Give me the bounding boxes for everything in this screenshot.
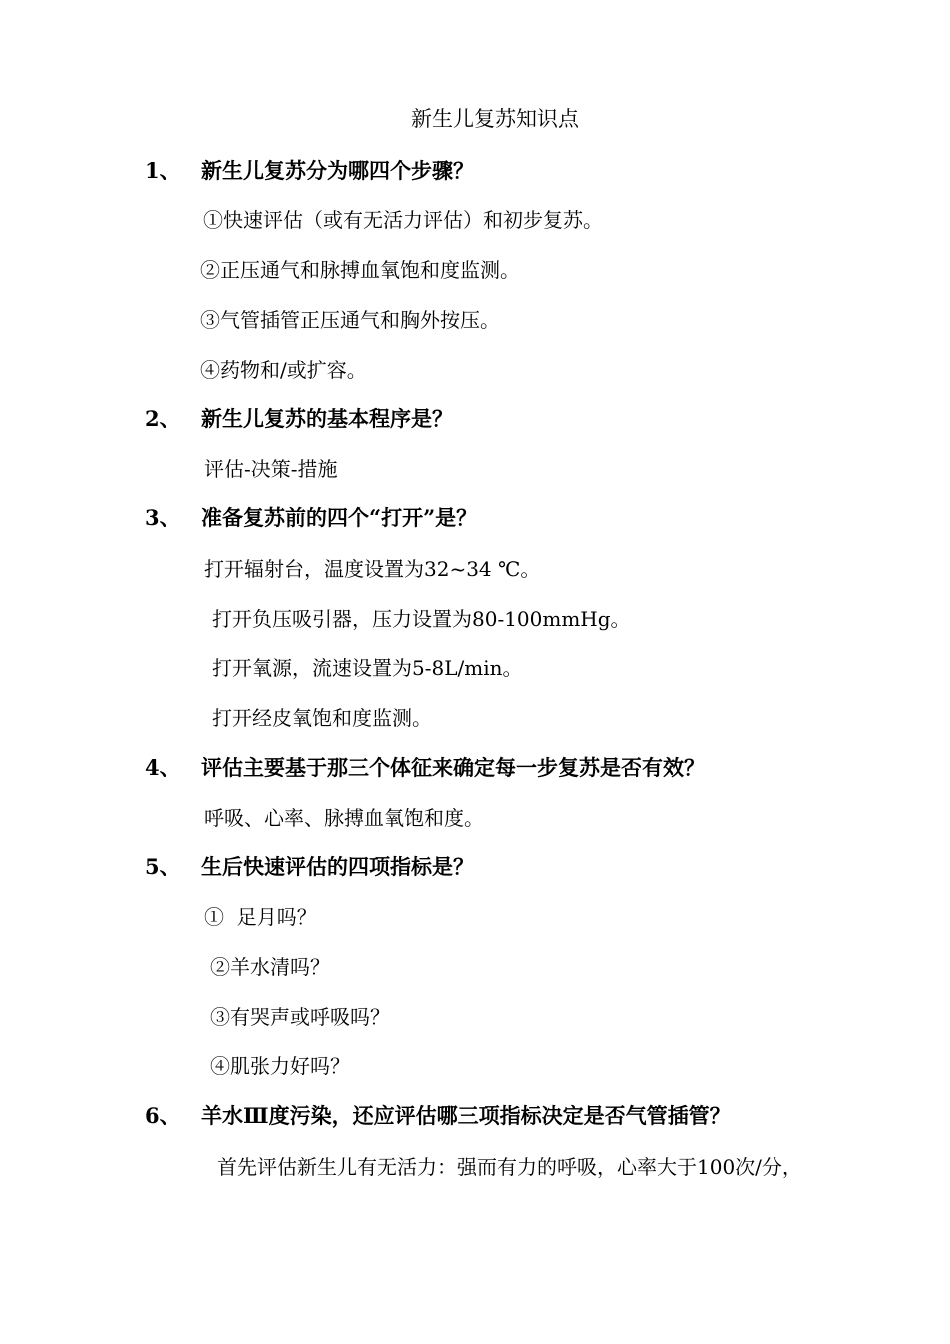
answer-5-3: ③有哭声或呼吸吗？ — [210, 1005, 390, 1029]
document-title: 新生儿复苏知识点 — [411, 107, 579, 131]
answer-5-1: ① 足月吗？ — [204, 905, 317, 929]
question-text: 羊水Ⅲ度污染，还应评估哪三项指标决定是否气管插管？ — [201, 1103, 731, 1128]
answer-6-1: 首先评估新生儿有无活力：强而有力的呼吸，心率大于100次/分， — [217, 1155, 802, 1179]
answer-5-4: ④肌张力好吗？ — [210, 1054, 350, 1078]
answer-4-1: 呼吸、心率、脉搏血氧饱和度。 — [204, 806, 484, 830]
answer-3-3: 打开氧源，流速设置为5-8L/min。 — [212, 656, 523, 680]
answer-1-2: ②正压通气和脉搏血氧饱和度监测。 — [200, 258, 520, 282]
answer-1-4: ④药物和/或扩容。 — [200, 358, 367, 382]
question-text: 新生儿复苏的基本程序是？ — [201, 406, 453, 431]
answer-3-4: 打开经皮氧饱和度监测。 — [212, 706, 432, 730]
question-1 — [145, 156, 474, 186]
question-number: 1、 — [145, 158, 181, 183]
question-3 — [145, 503, 477, 533]
question-4 — [145, 753, 705, 783]
question-text: 生后快速评估的四项指标是？ — [201, 854, 474, 879]
question-text: 新生儿复苏分为哪四个步骤？ — [201, 158, 474, 183]
answer-1-1: ①快速评估（或有无活力评估）和初步复苏。 — [203, 208, 603, 232]
answer-3-1: 打开辐射台，温度设置为32~34 ℃。 — [204, 557, 541, 581]
question-2 — [145, 404, 453, 434]
answer-2-1: 评估-决策-措施 — [204, 457, 338, 481]
question-number: 4、 — [145, 755, 181, 780]
question-number: 3、 — [145, 505, 181, 530]
answer-5-2: ②羊水清吗？ — [210, 955, 330, 979]
question-number: 5、 — [145, 854, 181, 879]
question-text: 评估主要基于那三个体征来确定每一步复苏是否有效？ — [201, 755, 705, 780]
question-number: 2、 — [145, 406, 181, 431]
question-number: 6、 — [145, 1103, 181, 1128]
question-5 — [145, 852, 474, 882]
answer-3-2: 打开负压吸引器，压力设置为80-100mmHg。 — [212, 607, 631, 631]
answer-1-3: ③气管插管正压通气和胸外按压。 — [200, 308, 500, 332]
question-6 — [145, 1101, 731, 1131]
question-text: 准备复苏前的四个“打开”是？ — [201, 505, 478, 530]
